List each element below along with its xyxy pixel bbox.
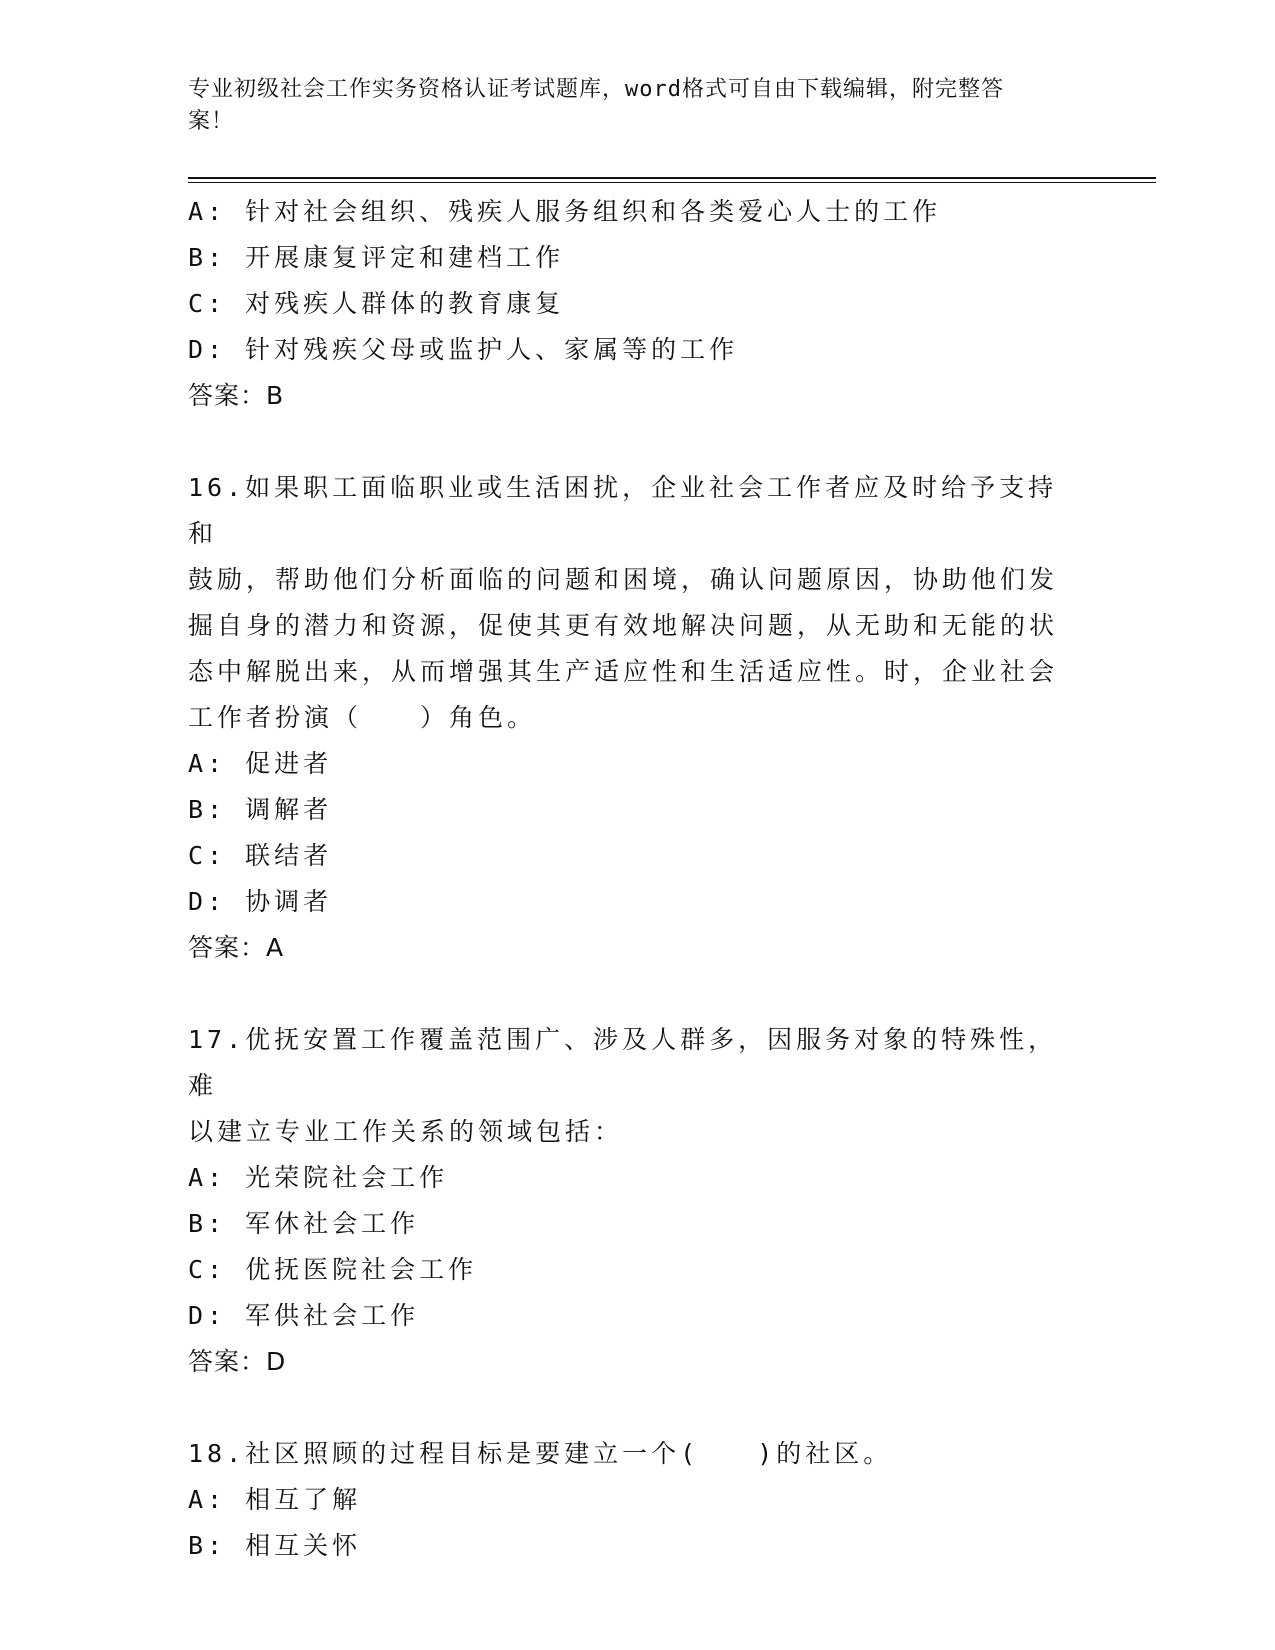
question-stem-line: 态中解脱出来，从而增强其生产适应性和生活适应性。时，企业社会: [188, 657, 1059, 686]
question-17: [188, 1017, 1068, 1385]
option-c: C: 对残疾人群体的教育康复: [188, 289, 565, 318]
question-stem-line: 掘自身的潜力和资源，促使其更有效地解决问题，从无助和无能的状: [188, 611, 1059, 640]
option-b: B: 军休社会工作: [188, 1209, 420, 1238]
page-header: [188, 74, 1068, 138]
question-stem-line: 16.如果职工面临职业或生活困扰，企业社会工作者应及时给予支持和: [188, 473, 1058, 548]
question-16: [188, 465, 1068, 971]
question-spacer: [188, 1385, 1088, 1431]
option-a: A: 光荣院社会工作: [188, 1163, 449, 1192]
option-a: A: 相互了解: [188, 1485, 362, 1514]
question-stem-line: 18.社区照顾的过程目标是要建立一个( )的社区。: [188, 1439, 893, 1468]
option-c: C: 优抚医院社会工作: [188, 1255, 478, 1284]
option-a: A: 针对社会组织、残疾人服务组织和各类爱心人士的工作: [188, 197, 942, 226]
question-spacer: [188, 971, 1088, 1017]
question-stem-line: 工作者扮演（ ）角色。: [188, 703, 537, 732]
question-stem-line: 以建立专业工作关系的领域包括：: [188, 1117, 624, 1146]
answer-line: 答案：A: [188, 933, 285, 962]
option-b: B: 开展康复评定和建档工作: [188, 243, 565, 272]
option-a: A: 促进者: [188, 749, 333, 778]
option-d: D: 军供社会工作: [188, 1301, 420, 1330]
answer-line: 答案：B: [188, 381, 285, 410]
option-c: C: 联结者: [188, 841, 333, 870]
header-line-2: 案！: [188, 109, 235, 134]
option-b: B: 相互关怀: [188, 1531, 362, 1560]
option-d: D: 协调者: [188, 887, 333, 916]
header-rule-thick: [188, 177, 1156, 179]
question-stem-line: 鼓励，帮助他们分析面临的问题和困境，确认问题原因，协助他们发: [188, 565, 1059, 594]
header-line-1: 专业初级社会工作实务资格认证考试题库，word格式可自由下载编辑，附完整答: [188, 77, 1004, 102]
question-spacer: [188, 419, 1088, 465]
question-stem-line: 17.优抚安置工作覆盖范围广、涉及人群多，因服务对象的特殊性，难: [188, 1025, 1058, 1100]
option-d: D: 针对残疾父母或监护人、家属等的工作: [188, 335, 739, 364]
question-list: [188, 189, 1088, 1569]
question-15: [188, 189, 1088, 419]
option-b: B: 调解者: [188, 795, 333, 824]
question-18: [188, 1431, 1068, 1569]
answer-line: 答案：D: [188, 1347, 287, 1376]
header-rule-thin: [188, 182, 1156, 183]
